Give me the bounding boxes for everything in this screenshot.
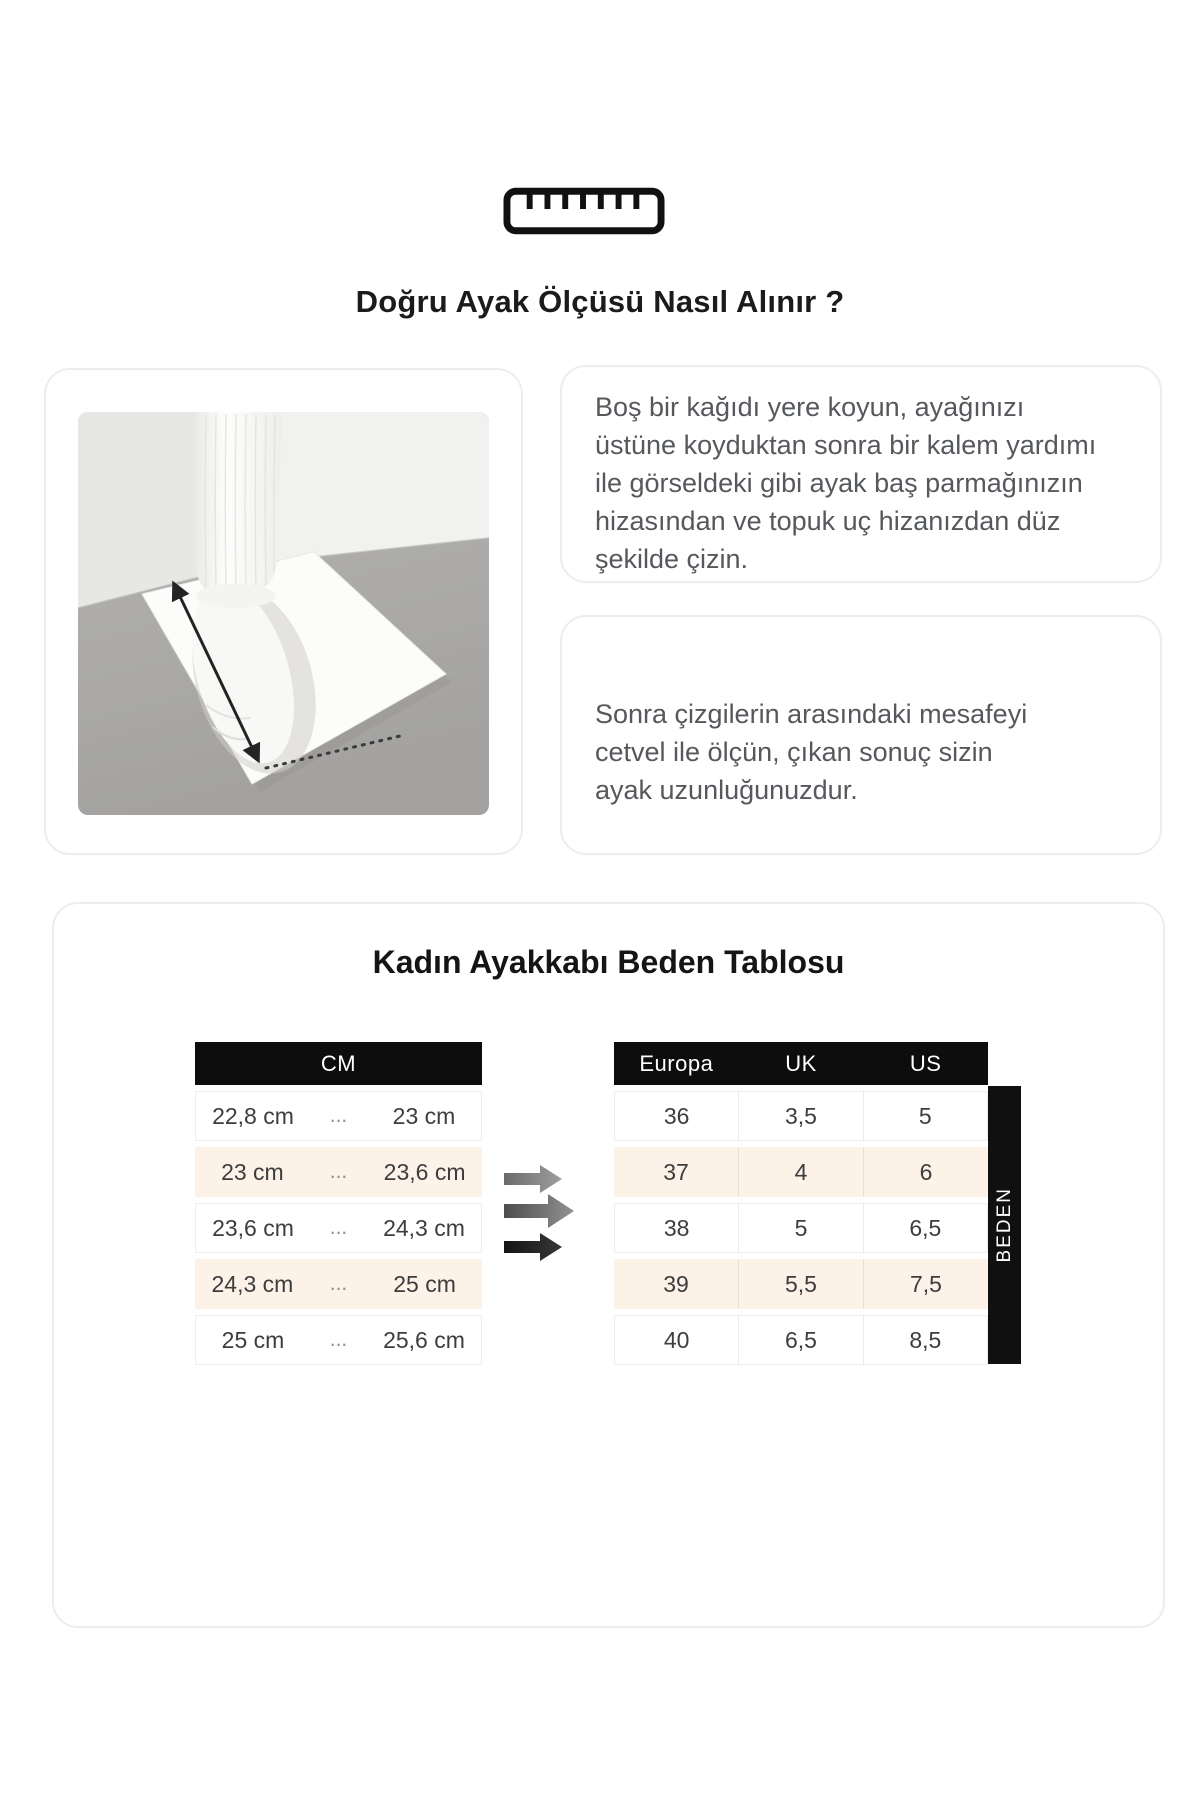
beden-label-text: BEDEN <box>993 1187 1015 1263</box>
intl-size-table <box>614 1042 988 1365</box>
intl-size-row <box>614 1091 988 1141</box>
foot-measure-illustration <box>78 412 489 815</box>
transfer-arrows-icon <box>500 1159 604 1263</box>
cm-from-value: 24,3 cm <box>211 1270 294 1297</box>
foot-photo-card <box>44 368 523 855</box>
intl-size-row <box>614 1315 988 1365</box>
intl-size-row <box>614 1259 988 1309</box>
intl-table-header <box>614 1042 988 1085</box>
cm-from-value: 25 cm <box>221 1326 285 1353</box>
us-size: 6 <box>863 1147 988 1197</box>
ruler-icon-svg <box>503 186 665 236</box>
sock-leg <box>196 412 282 594</box>
size-table-title: Kadın Ayakkabı Beden Tablosu <box>372 944 845 980</box>
us-size: 6,5 <box>863 1204 987 1252</box>
cm-range-row <box>195 1147 482 1197</box>
us-size: 8,5 <box>863 1316 987 1364</box>
cm-to-value: 23 cm <box>392 1102 456 1129</box>
foot-measure-photo <box>78 412 489 815</box>
uk-size: 4 <box>738 1147 863 1197</box>
cm-from-value: 23,6 cm <box>212 1214 294 1241</box>
uk-size: 5 <box>738 1204 862 1252</box>
uk-size: 3,5 <box>738 1092 862 1140</box>
cm-to-value: 23,6 cm <box>383 1158 466 1185</box>
us-size: 7,5 <box>863 1259 988 1309</box>
sock-ankle-fold <box>196 584 276 608</box>
cm-range-row <box>195 1091 482 1141</box>
intl-header-uk: UK <box>785 1050 817 1076</box>
size-table-card <box>52 902 1165 1628</box>
intl-size-row <box>614 1147 988 1197</box>
eu-size: 37 <box>663 1158 689 1185</box>
range-dots: ... <box>329 1104 348 1127</box>
eu-size: 40 <box>663 1326 690 1353</box>
eu-size: 38 <box>663 1214 690 1241</box>
cm-table <box>195 1042 482 1365</box>
eu-size: 36 <box>663 1102 690 1129</box>
cm-to-value: 25 cm <box>393 1270 456 1297</box>
instruction-step-2-text: Sonra çizgilerin arasındaki mesafeyi cetvel ile ölçün, çıkan sonuç sizin ayak uzunluğunuzdur. <box>595 699 1028 805</box>
cm-to-value: 25,6 cm <box>383 1326 465 1353</box>
beden-side-label <box>988 1086 1021 1364</box>
us-size: 5 <box>863 1092 987 1140</box>
cm-from-value: 23 cm <box>221 1158 284 1185</box>
instruction-step-1-card <box>560 365 1162 583</box>
uk-size: 5,5 <box>738 1259 863 1309</box>
cm-range-row <box>195 1203 482 1253</box>
intl-header-europa: Europa <box>639 1050 714 1076</box>
instruction-step-1-text: Boş bir kağıdı yere koyun, ayağınızı üstüne koyduktan sonra bir kalem yardımı ile görseldeki gibi ayak baş parmağınızın hizasından ve topuk uç hizanızdan düz şekilde çizin. <box>595 392 1097 574</box>
range-dots: ... <box>329 1328 348 1351</box>
eu-size: 39 <box>663 1270 689 1297</box>
range-dots: ... <box>329 1160 348 1183</box>
ruler-icon <box>503 186 665 236</box>
range-dots: ... <box>329 1216 348 1239</box>
cm-from-value: 22,8 cm <box>212 1102 294 1129</box>
cm-table-header: CM <box>195 1042 482 1085</box>
uk-size: 6,5 <box>738 1316 862 1364</box>
intl-header-us: US <box>909 1050 942 1076</box>
cm-to-value: 24,3 cm <box>383 1214 465 1241</box>
cm-range-row <box>195 1259 482 1309</box>
cm-range-row <box>195 1315 482 1365</box>
page-title: Doğru Ayak Ölçüsü Nasıl Alınır ? <box>355 284 845 319</box>
intl-size-row <box>614 1203 988 1253</box>
instruction-step-2-card <box>560 615 1162 855</box>
range-dots: ... <box>329 1272 348 1295</box>
